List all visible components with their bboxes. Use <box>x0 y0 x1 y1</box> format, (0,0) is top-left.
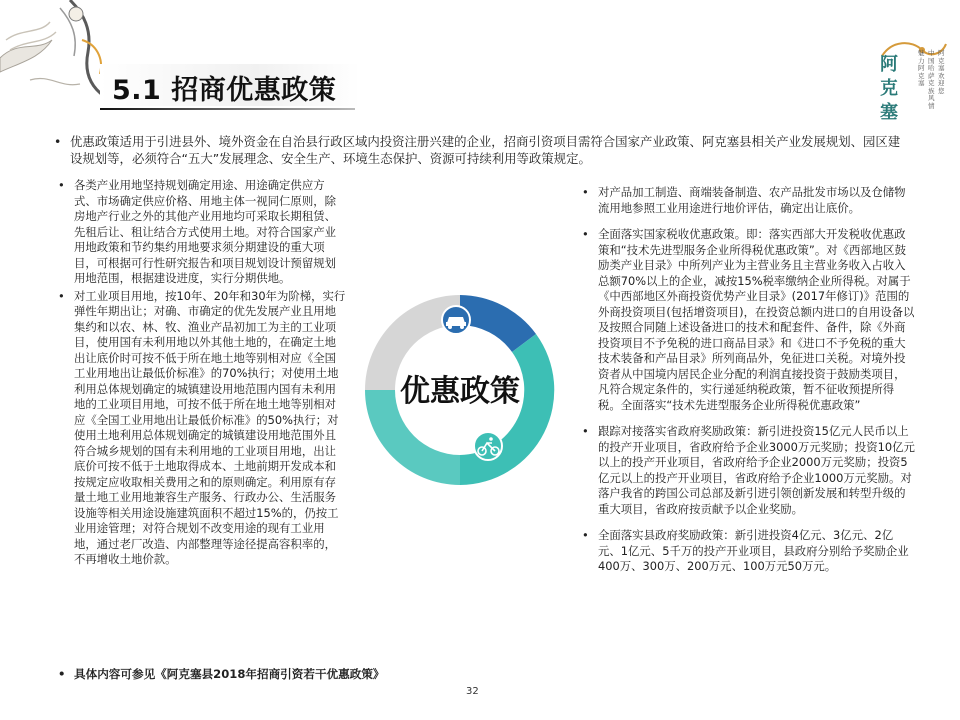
logo-char-2: 克 <box>880 78 898 99</box>
intro-item: • 优惠政策适用于引进县外、境外资金在自治县行政区域内投资注册兴建的企业，招商引资项目需符合国家产业政策、阿克塞县相关产业发展规划、园区建设规划等，必须符合“五大”发展理念、安全生产、环境生态保护、资源可持续利用等政策规定。 <box>52 133 902 167</box>
logo-side-text-3: 阿克塞欢迎您 <box>938 49 945 95</box>
car-icon <box>442 306 470 334</box>
left-policy-list <box>56 178 346 570</box>
left-policy-item-2: • 对工业项目用地，按10年、20年和30年为阶梯，实行弹性年期出让；对确、市确定的优先发展产业且用地集约和以农、林、牧、渔业产品初加工为主的工业项目，使用国有未利用地以外其他土地的，在确定土地出让底价时可按不低于所在地土地等别相对应《全国工业用地出让最低价标准》的70%执行；对使用土地利用总体规划确定的城镇建设用地范围内国有未利用地的工业项目用地，可按不低于所在地土地等别相对应《全国工业用地出让最低价标准》的50%执行；对使用土地利用总体规划确定的城镇建设用地范围外且符合城乡规划的国有未利用地的工业项目用地，出让底价可按不低于土地取得成本、土地前期开发成本和按规定应收取相关费用之和的原则确定。利用原有存量土地工业用地兼容生产服务、行政办公、生活服务设施等相关用途设施建筑面积不超过15%的，仍按工业用途管理；对符合规划不改变用途的现有工业用地，通过老厂改造、内部整理等途径提高容积率的，不再增收土地价款。 <box>56 289 346 568</box>
right-policy-item-2: • 全面落实国家税收优惠政策。即：落实西部大开发税收优惠政策和“技术先进型服务企业所得税优惠政策”。对《西部地区鼓励类产业目录》中所列产业为主营业务且主营业务收入占收入总额70%以上的企业，减按15%税率缴纳企业所得税。对属于《中西部地区外商投资优势产业目录》(2017年修订)》范围的外商投资项目(包括增资项目)，在投资总额内进口的自用设备以及按照合同随上述设备进口的技术和配套件、备件，除《外商投资项目不予免税的进口商品目录》和《进口不予免税的重大技术装备和产品目录》所列商品外，免征进口关税。对境外投资者从中国境内居民企业分配的利润直接投资于鼓励类项目，凡符合规定条件的，实行递延纳税政策，暂不征收预提所得税。全面落实“技术先进型服务企业所得税优惠政策” <box>580 227 915 413</box>
right-policy-item-1: • 对产品加工制造、商端装备制造、农产品批发市场以及仓储物流用地参照工业用途进行地价评估，确定出让底价。 <box>580 185 915 216</box>
right-policy-item-4: • 全面落实县政府奖励政策：新引进投资4亿元、3亿元、2亿元、1亿元、5千万的投产开业项目，县政府分别给予奖励企业400万、300万、200万元、100万元50万元。 <box>580 528 915 575</box>
reference-note: • 具体内容可参见《阿克塞县2018年招商引资若干优惠政策》 <box>56 666 456 682</box>
bicycle-icon <box>474 432 502 460</box>
county-logo <box>872 36 950 136</box>
intro-list <box>52 133 902 167</box>
logo-side-text-1: 魅力阿克塞 <box>918 49 925 87</box>
left-policy-item-1: • 各类产业用地坚持规划确定用途、用途确定供应方式、市场确定供应价格、用地主体一视同仁原则，除房地产行业之外的其他产业用地均可采取长期租赁、先租后让、租让结合方式使用土地。对符合国家产业用地政策和节约集约用地要求须分期建设的重大项目，可根据可行性研究报告和项目规划设计预留规划用地范围，根据建设进度，实行分期供地。 <box>56 178 346 287</box>
reference-note-list <box>56 666 456 682</box>
page-title: 5.1 招商优惠政策 <box>112 75 337 106</box>
ring-center-label: 优惠政策 <box>400 374 520 409</box>
policy-ring-diagram <box>340 270 580 510</box>
right-policy-list <box>580 185 915 586</box>
right-policy-item-3: • 跟踪对接落实省政府奖励政策：新引进投资15亿元人民币以上的投产开业项目，省政府给予企业3000万元奖励；投资10亿元以上的投产开业项目，省政府给予企业2000万元奖励；投资5亿元以上的投产开业项目，省政府给予企业1000万元奖励。对落户我省的跨国公司总部及新引进引领创新发展和转型升级的重大项目，省政府按贡献予以企业奖励。 <box>580 424 915 517</box>
logo-side-text-2: 中国哈萨克族风情 <box>928 49 935 110</box>
title-underline <box>100 108 355 110</box>
page-number: 32 <box>466 686 479 697</box>
logo-char-1: 阿 <box>880 54 898 75</box>
logo-char-3: 塞 <box>880 102 898 123</box>
